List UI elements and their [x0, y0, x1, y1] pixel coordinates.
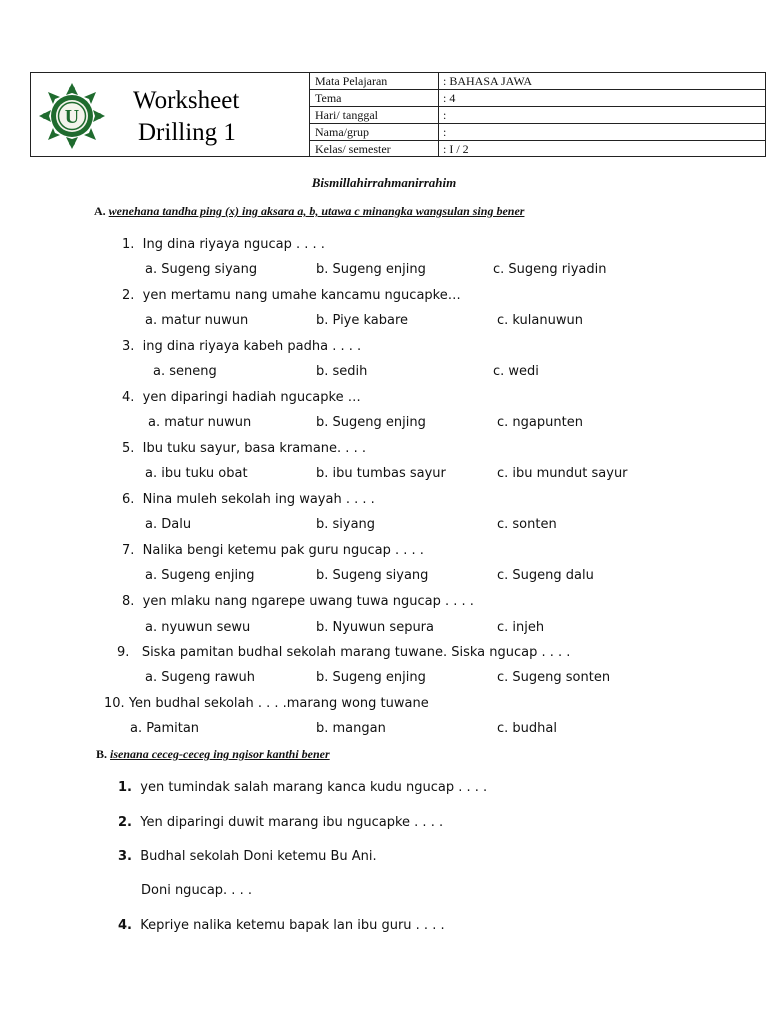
worksheet-title	[133, 85, 239, 149]
question-text: yen diparingi hadiah ngucapke …	[142, 390, 361, 405]
option-a: a. Pamitan	[130, 721, 200, 736]
option-b: b. ibu tumbas sayur	[316, 466, 446, 481]
question-text: Doni ngucap. . . .	[141, 883, 252, 898]
question-a-2	[122, 288, 461, 303]
question-b-3	[118, 849, 377, 864]
section-b-title	[96, 747, 330, 762]
meta-value: : I / 2	[443, 142, 469, 156]
option-c: c. budhal	[497, 721, 557, 736]
question-number: 1.	[118, 780, 132, 795]
question-text: yen mertamu nang umahe kancamu ngucapke…	[142, 288, 461, 303]
question-text: Ibu tuku sayur, basa kramane. . . .	[142, 441, 366, 456]
meta-row-subject	[310, 73, 765, 90]
brand-cell	[31, 73, 310, 156]
option-c: c. Sugeng sonten	[497, 670, 611, 685]
option-b: b. Sugeng enjing	[316, 415, 426, 430]
question-text: Kepriye nalika ketemu bapak lan ibu guru . . . .	[140, 918, 445, 933]
option-c: c. kulanuwun	[497, 313, 583, 328]
option-c: c. injeh	[497, 620, 545, 635]
option-b: b. Sugeng enjing	[316, 262, 426, 277]
question-text: ing dina riyaya kabeh padha . . . .	[142, 339, 362, 354]
question-number: 10.	[104, 696, 125, 711]
title-line-2: Drilling 1	[138, 119, 236, 146]
meta-label: Tema	[310, 90, 439, 106]
meta-table	[310, 73, 765, 156]
ornament-logo-icon	[37, 81, 107, 151]
meta-row-theme	[310, 90, 765, 107]
question-text: Nalika bengi ketemu pak guru ngucap . . . .	[142, 543, 424, 558]
option-b: b. mangan	[316, 721, 386, 736]
question-number: 3.	[122, 339, 135, 354]
question-b-4	[118, 918, 445, 933]
option-a: a. seneng	[153, 364, 217, 379]
option-c: c. ngapunten	[497, 415, 583, 430]
section-b-letter: B.	[96, 747, 108, 761]
question-a-4	[122, 390, 361, 405]
question-b-3-continued	[141, 883, 252, 898]
question-number: 9.	[117, 645, 130, 660]
option-c: c. Sugeng riyadin	[493, 262, 607, 277]
question-number: 1.	[122, 237, 135, 252]
meta-label: Kelas/ semester	[310, 141, 439, 157]
option-c: c. ibu mundut sayur	[497, 466, 628, 481]
meta-value: :	[443, 125, 447, 139]
question-a-9	[117, 645, 570, 660]
question-a-1	[122, 237, 325, 252]
question-text: yen mlaku nang ngarepe uwang tuwa ngucap . . . .	[142, 594, 474, 609]
option-b: b. Sugeng siyang	[316, 568, 429, 583]
question-number: 3.	[118, 849, 132, 864]
meta-value: : 4	[443, 91, 456, 105]
section-b-instruction: isenana ceceg-ceceg ing ngisor kanthi bener	[110, 747, 330, 761]
option-a: a. Sugeng rawuh	[145, 670, 256, 685]
option-b: b. Nyuwun sepura	[316, 620, 434, 635]
option-c: c. sonten	[497, 517, 557, 532]
option-c: c. wedi	[493, 364, 539, 379]
question-a-7	[122, 543, 424, 558]
meta-label: Hari/ tanggal	[310, 107, 439, 123]
question-text: yen tumindak salah marang kanca kudu ngucap . . . .	[140, 780, 488, 795]
question-text: Yen budhal sekolah . . . .marang wong tuwane	[128, 696, 429, 711]
option-b: b. siyang	[316, 517, 376, 532]
question-b-1	[118, 780, 487, 795]
question-number: 7.	[122, 543, 135, 558]
question-text: Yen diparingi duwit marang ibu ngucapke . . . .	[140, 815, 444, 830]
option-b: b. sedih	[316, 364, 368, 379]
section-a-instruction: wenehana tandha ping (x) ing aksara a, b, utawa c minangka wangsulan sing bener	[108, 204, 525, 218]
question-text: Budhal sekolah Doni ketemu Bu Ani.	[140, 849, 377, 864]
question-number: 5.	[122, 441, 135, 456]
question-a-10	[104, 696, 429, 711]
option-a: a. Sugeng enjing	[145, 568, 255, 583]
question-a-3	[122, 339, 361, 354]
meta-row-name	[310, 124, 765, 141]
option-a: a. ibu tuku obat	[145, 466, 248, 481]
meta-row-class	[310, 141, 765, 157]
meta-value: : BAHASA JAWA	[443, 74, 533, 88]
question-text: Siska pamitan budhal sekolah marang tuwane. Siska ngucap . . . .	[141, 645, 571, 660]
option-b: b. Piye kabare	[316, 313, 409, 328]
question-a-6	[122, 492, 375, 507]
bismillah-heading: Bismillahirrahmanirrahim	[311, 175, 457, 190]
question-text: Nina muleh sekolah ing wayah . . . .	[142, 492, 375, 507]
section-a-letter: A.	[94, 204, 106, 218]
option-a: a. matur nuwun	[148, 415, 252, 430]
header-table	[30, 72, 766, 157]
question-text: Ing dina riyaya ngucap . . . .	[142, 237, 325, 252]
option-a: a. Dalu	[145, 517, 192, 532]
title-line-1: Worksheet	[133, 87, 240, 114]
meta-label: Mata Pelajaran	[310, 73, 439, 89]
option-a: a. nyuwun sewu	[145, 620, 251, 635]
section-a-title	[94, 204, 524, 219]
question-number: 2.	[122, 288, 135, 303]
option-a: a. Sugeng siyang	[145, 262, 258, 277]
question-number: 8.	[122, 594, 135, 609]
question-number: 4.	[122, 390, 135, 405]
meta-value: :	[443, 108, 447, 122]
option-c: c. Sugeng dalu	[497, 568, 594, 583]
question-a-8	[122, 594, 474, 609]
logo-glyph: U	[64, 106, 80, 128]
question-number: 2.	[118, 815, 132, 830]
option-b: b. Sugeng enjing	[316, 670, 426, 685]
meta-row-date	[310, 107, 765, 124]
question-a-5	[122, 441, 366, 456]
option-a: a. matur nuwun	[145, 313, 249, 328]
meta-label: Nama/grup	[310, 124, 439, 140]
question-b-2	[118, 815, 443, 830]
question-number: 4.	[118, 918, 132, 933]
question-number: 6.	[122, 492, 135, 507]
